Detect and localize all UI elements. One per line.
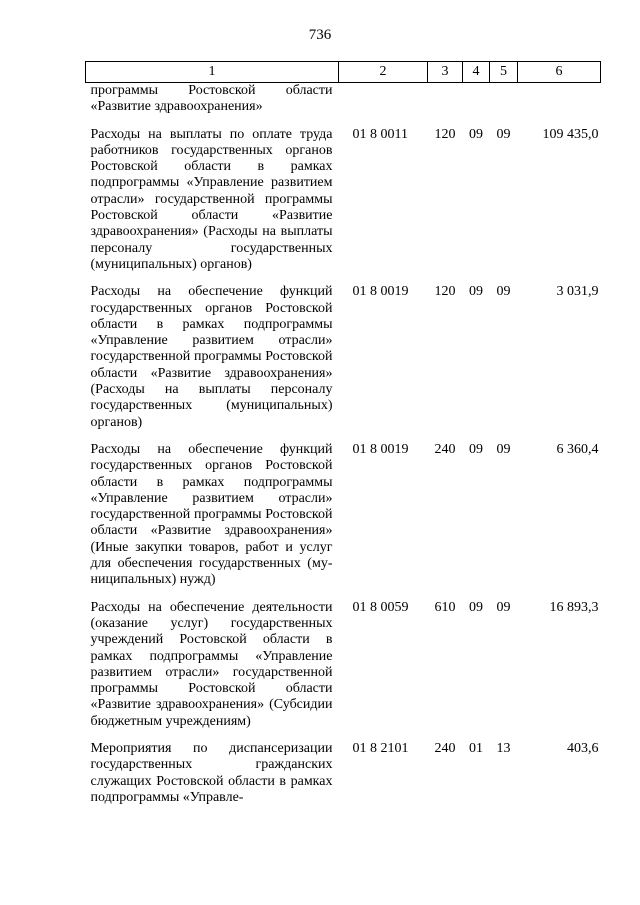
row-description: Расходы на обеспечение деятельности (оказание услуг) государственных учреждений Ростовской области в рамках подпрограммы «Управление развитием отрасли» государственной программы Ростовской области «Развитие здравоохранения» (Субсидии бюджетным учреждениям) xyxy=(90,599,333,729)
table-header xyxy=(86,62,601,83)
row-description: Расходы на обеспечение функций государственных органов Ростовской области в рамках подпрограммы «Управление развитием отрасли» государственной программы Ростовской области «Развитие здравоохранения» (Расходы на выплаты персоналу государственных (муниципальных) органов) xyxy=(90,284,333,430)
column-header-3: 3 xyxy=(428,62,463,83)
row-description: Мероприятия по диспансеризации государственных гражданских служащих Ростовской области в рамках подпрограммы «Управле- xyxy=(90,740,333,805)
row-expense-type: 240 xyxy=(434,441,456,457)
row-amount: 16 893,3 xyxy=(549,599,599,615)
row-section: 09 xyxy=(469,441,483,457)
row-subsection xyxy=(490,83,518,116)
row-amount: 3 031,9 xyxy=(556,284,599,300)
column-header-1: 1 xyxy=(86,62,339,83)
budget-table xyxy=(85,61,601,806)
row-code: 01 8 0019 xyxy=(352,284,409,300)
table-body xyxy=(86,83,601,807)
row-code: 01 8 0011 xyxy=(352,126,408,142)
row-gap xyxy=(86,273,601,284)
column-header-4: 4 xyxy=(463,62,490,83)
page-number: 736 xyxy=(308,27,332,43)
row-expense-type: 240 xyxy=(434,740,456,756)
row-subsection: 13 xyxy=(496,740,511,756)
table-row xyxy=(86,442,601,589)
column-header-6: 6 xyxy=(518,62,601,83)
row-gap xyxy=(86,730,601,741)
row-expense-type: 610 xyxy=(434,599,456,615)
row-description: программы Ростовской области «Развитие здравоохранения» xyxy=(90,83,333,115)
row-section: 09 xyxy=(469,126,483,142)
header-row xyxy=(86,62,601,83)
table-row xyxy=(86,284,601,431)
row-expense-type: 120 xyxy=(434,126,456,142)
row-subsection: 09 xyxy=(496,441,511,457)
row-expense-type xyxy=(428,83,463,116)
row-subsection: 09 xyxy=(496,284,511,300)
row-code xyxy=(339,83,428,116)
row-section: 01 xyxy=(469,740,483,756)
row-amount: 109 435,0 xyxy=(542,126,599,142)
row-amount xyxy=(518,83,601,116)
row-gap xyxy=(86,431,601,442)
column-header-2: 2 xyxy=(339,62,428,83)
row-description: Расходы на обеспечение функций государственных органов Ростовской области в рамках подпрограммы «Управление развитием отрасли» государственной программы Ростовской области «Развитие здравоохранения» (Иные закупки товаров, работ и услуг для обеспечения государственных (муниципальных) нужд) xyxy=(90,441,333,588)
row-gap xyxy=(86,589,601,600)
row-section: 09 xyxy=(469,599,483,615)
table-row xyxy=(86,83,601,116)
row-description: Расходы на выплаты по оплате труда работников государственных органов Ростовской области в рамках подпрограммы «Управление развитием отрасли» государственной программы Ростовской области «Развитие здравоохранения» (Расходы на выплаты персоналу государственных (муниципальных) органов) xyxy=(90,126,333,272)
row-gap xyxy=(86,116,601,127)
row-amount: 403,6 xyxy=(567,740,599,756)
row-code: 01 8 0059 xyxy=(352,599,409,615)
row-expense-type: 120 xyxy=(434,284,456,300)
row-code: 01 8 0019 xyxy=(352,441,409,457)
row-subsection: 09 xyxy=(496,126,511,142)
row-code: 01 8 2101 xyxy=(352,740,409,756)
table-row xyxy=(86,127,601,274)
row-section xyxy=(463,83,490,116)
row-amount: 6 360,4 xyxy=(556,441,599,457)
table-row xyxy=(86,741,601,806)
table-row xyxy=(86,600,601,730)
row-subsection: 09 xyxy=(496,599,511,615)
row-section: 09 xyxy=(469,284,483,300)
column-header-5: 5 xyxy=(490,62,518,83)
